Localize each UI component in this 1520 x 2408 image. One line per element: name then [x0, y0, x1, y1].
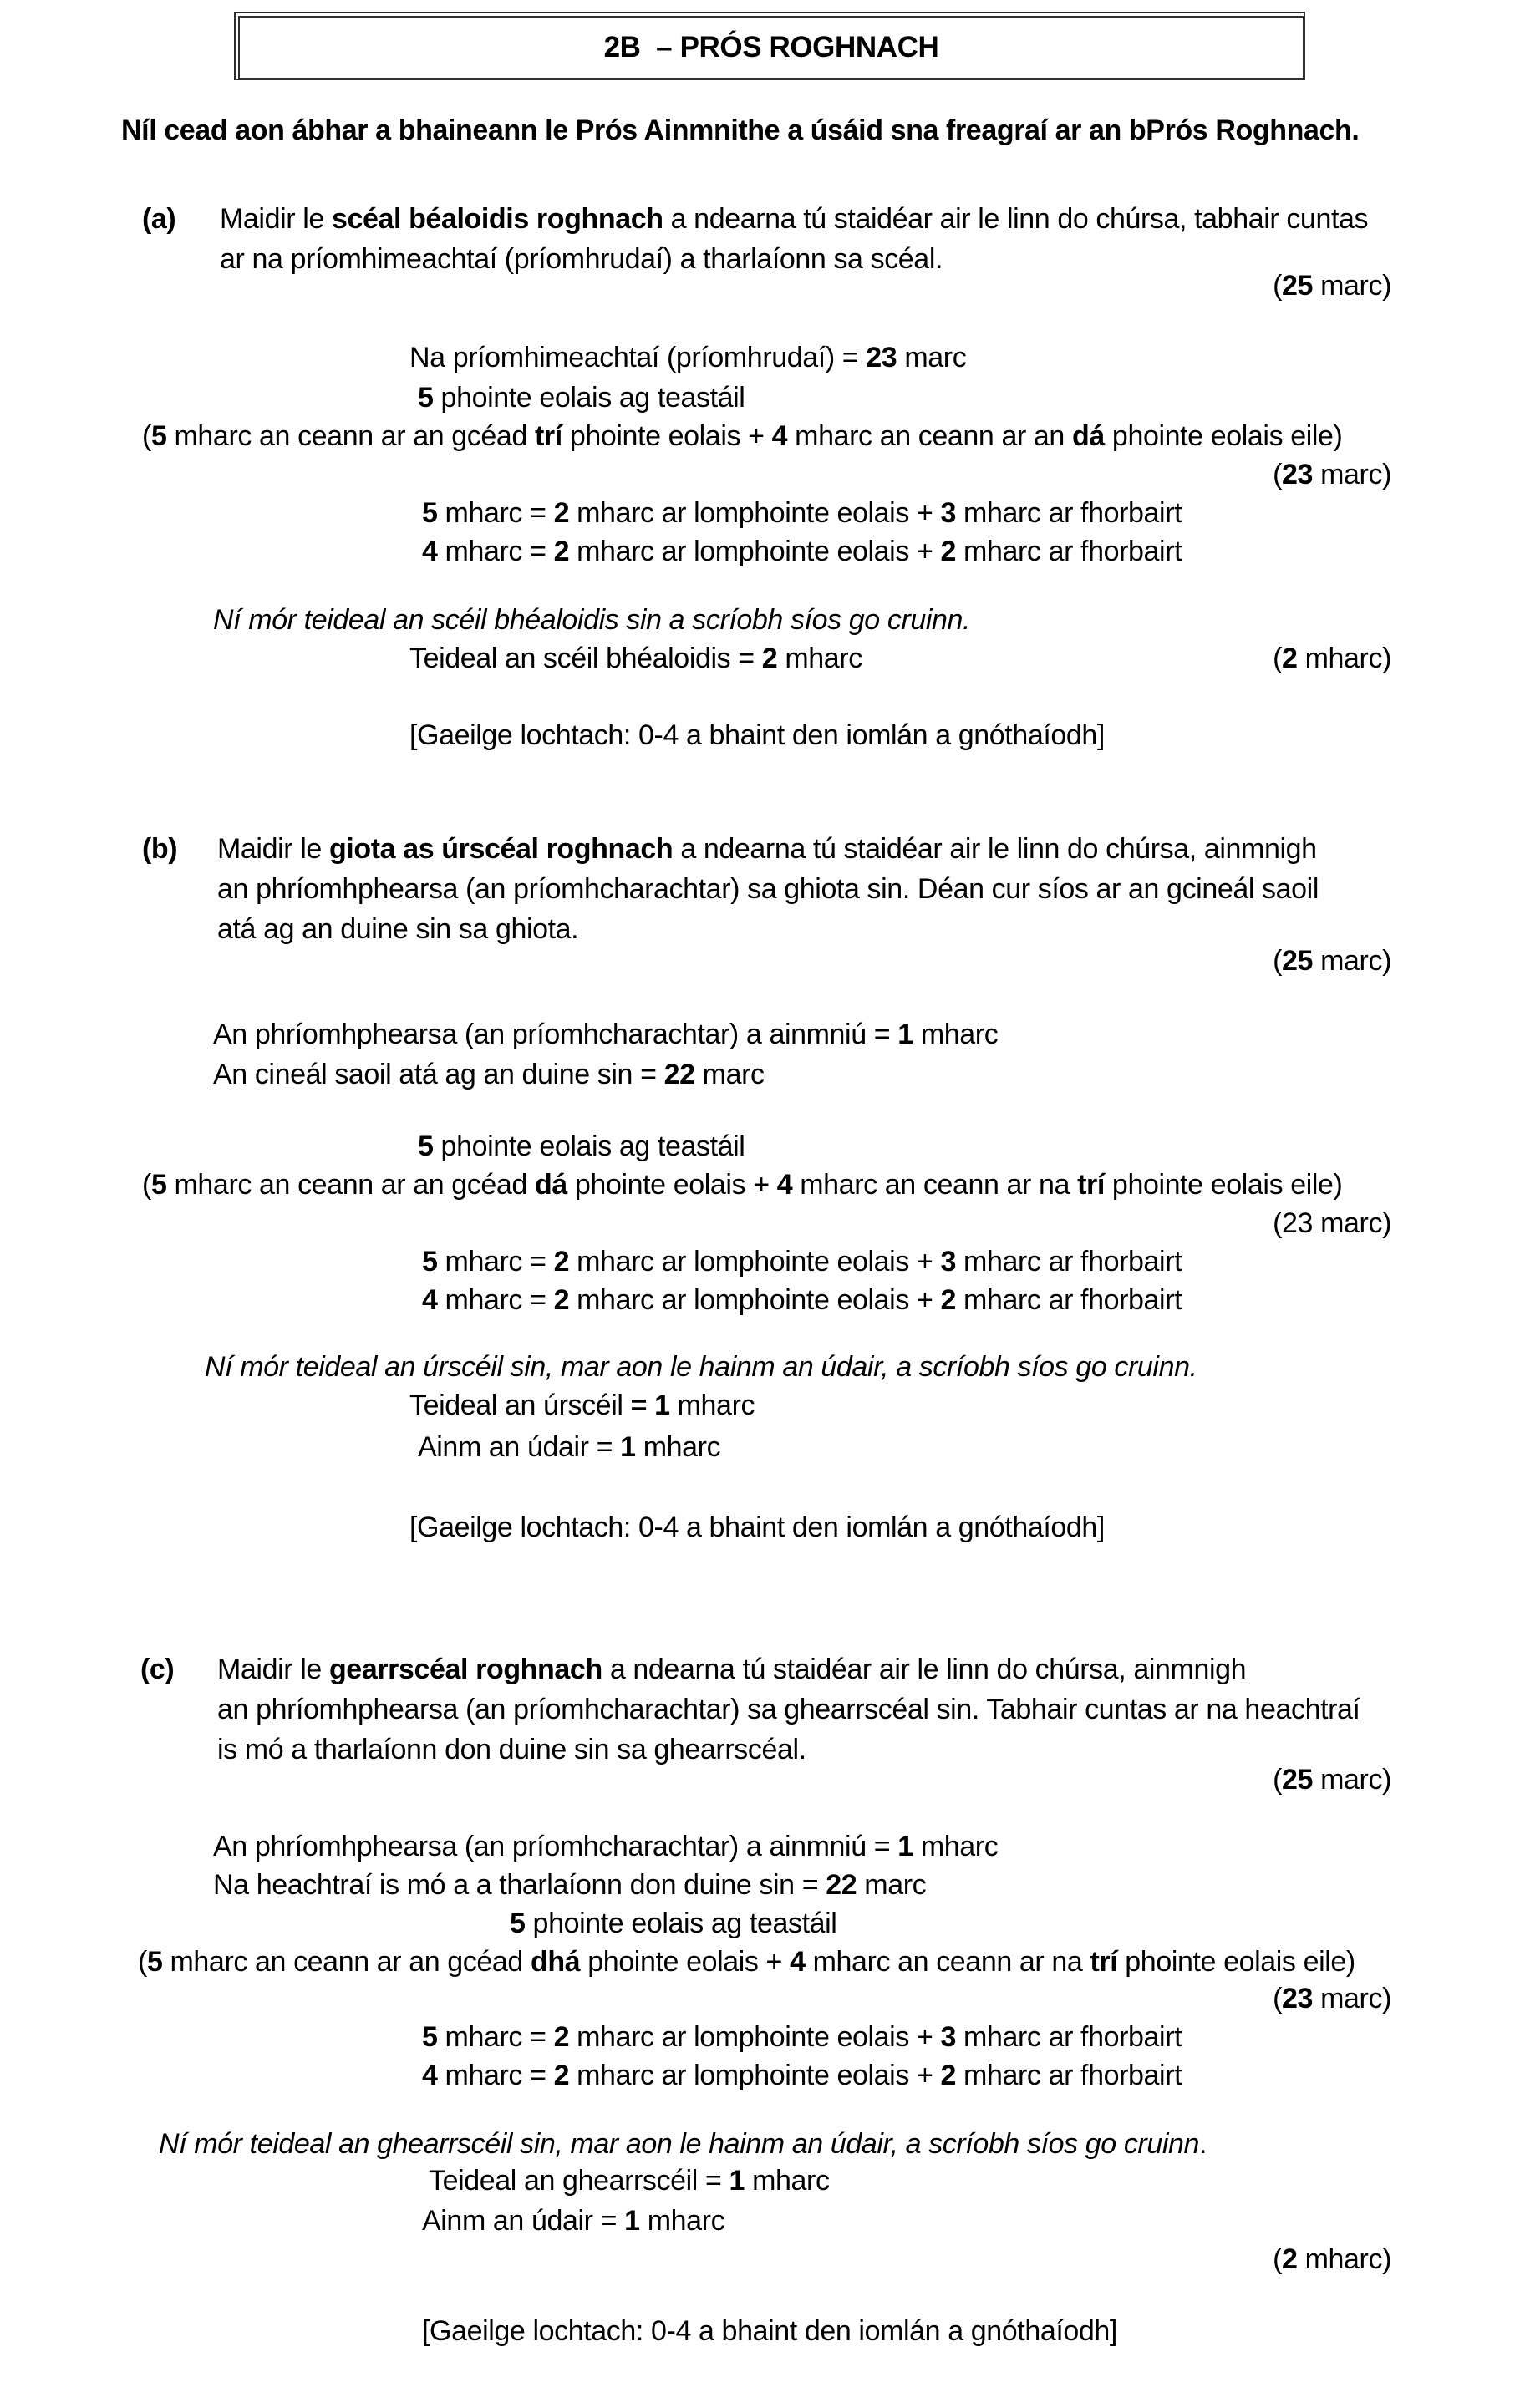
section-a-points-breakdown: (5 mharc an ceann ar an gcéad trí phointe eolais + 4 mharc an ceann ar an dá phointe eolais eile) [142, 420, 1343, 452]
section-b-points-breakdown: (5 mharc an ceann ar an gcéad dá phointe eolais + 4 mharc an ceann ar na trí phointe eolais eile) [142, 1169, 1343, 1201]
section-b-label: (b) [142, 833, 178, 865]
section-c-mark4-rule: 4 mharc = 2 mharc ar lomphointe eolais + 2 mharc ar fhorbairt [422, 2060, 1182, 2091]
section-a-title-note: Ní mór teideal an scéil bhéaloidis sin a scríobh síos go cruinn. [213, 604, 971, 636]
section-title-box [234, 12, 1305, 80]
section-b-prompt-line-2: an phríomhphearsa (an príomhcharachtar) sa ghiota sin. Déan cur síos ar an gcineál saoil [217, 873, 1319, 905]
section-b-marks-23: (23 marc) [1273, 1207, 1391, 1239]
section-a-label: (a) [142, 203, 176, 235]
section-b-mark4-rule: 4 mharc = 2 mharc ar lomphointe eolais + 2 mharc ar fhorbairt [422, 1284, 1182, 1316]
section-b-life-mark: An cineál saoil atá ag an duine sin = 22 marc [213, 1059, 765, 1090]
section-b-gaeilge-note: [Gaeilge lochtach: 0-4 a bhaint den iomlán a gnóthaíodh] [409, 1511, 1105, 1543]
section-c-title-mark: Teideal an ghearrscéil = 1 mharc [429, 2165, 830, 2197]
section-c-events-mark: Na heachtraí is mó a a tharlaíonn don duine sin = 22 marc [213, 1869, 927, 1901]
section-c-title-note: Ní mór teideal an ghearrscéil sin, mar aon le hainm an údair, a scríobh síos go cruinn. [159, 2128, 1207, 2160]
section-a-marks-23: (23 marc) [1273, 459, 1391, 490]
section-b-mark5-rule: 5 mharc = 2 mharc ar lomphointe eolais + 3 mharc ar fhorbairt [422, 1246, 1182, 1278]
section-a-events-line: Na príomhimeachtaí (príomhrudaí) = 23 marc [409, 342, 967, 373]
section-c-mark5-rule: 5 mharc = 2 mharc ar lomphointe eolais + 3 mharc ar fhorbairt [422, 2021, 1182, 2053]
section-a-prompt-line-2: ar na príomhimeachtaí (príomhrudaí) a tharlaíonn sa scéal. [220, 243, 943, 275]
section-c-marks-2: (2 mharc) [1273, 2243, 1391, 2275]
section-c-points-breakdown: (5 mharc an ceann ar an gcéad dhá phointe eolais + 4 mharc an ceann ar na trí phointe eolais eile) [138, 1946, 1355, 1978]
section-b-prompt-line-3: atá ag an duine sin sa ghiota. [217, 913, 579, 945]
section-c-prompt-line-1: Maidir le gearrscéal roghnach a ndearna tú staidéar air le linn do chúrsa, ainmnigh [217, 1654, 1247, 1685]
section-a-total-marks: (25 marc) [1273, 270, 1391, 302]
section-title-box-inner [238, 16, 1304, 79]
section-b-total-marks: (25 marc) [1273, 945, 1391, 977]
section-c-prompt-line-2: an phríomhphearsa (an príomhcharachtar) sa ghearrscéal sin. Tabhair cuntas ar na heachtraí [217, 1694, 1360, 1725]
section-b-title-note: Ní mór teideal an úrscéil sin, mar aon le hainm an údair, a scríobh síos go cruinn. [205, 1351, 1197, 1383]
page-title: 2B – PRÓS ROGHNACH [603, 31, 939, 64]
section-c-prompt-line-3: is mó a tharlaíonn don duine sin sa ghearrscéal. [217, 1734, 806, 1765]
section-a-mark4-rule: 4 mharc = 2 mharc ar lomphointe eolais + 2 mharc ar fhorbairt [422, 536, 1182, 567]
section-c-name-mark: An phríomhphearsa (an príomhcharachtar) a ainmniú = 1 mharc [213, 1831, 999, 1862]
section-b-author-mark: Ainm an údair = 1 mharc [418, 1431, 721, 1463]
section-b-title-mark: Teideal an úrscéil = 1 mharc [409, 1389, 755, 1421]
section-a-gaeilge-note: [Gaeilge lochtach: 0-4 a bhaint den iomlán a gnóthaíodh] [409, 719, 1105, 751]
section-c-total-marks: (25 marc) [1273, 1764, 1391, 1796]
section-a-title-mark: Teideal an scéil bhéaloidis = 2 mharc [409, 643, 862, 674]
section-c-gaeilge-note: [Gaeilge lochtach: 0-4 a bhaint den iomlán a gnóthaíodh] [422, 2315, 1117, 2347]
section-c-points-needed: 5 phointe eolais ag teastáil [510, 1908, 837, 1939]
section-b-points-needed: 5 phointe eolais ag teastáil [418, 1130, 745, 1162]
notice-line: Níl cead aon ábhar a bhaineann le Prós Ainmnithe a úsáid sna freagraí ar an bPrós Roghnach. [121, 114, 1360, 146]
section-a-marks-2: (2 mharc) [1273, 643, 1391, 674]
section-c-marks-23: (23 marc) [1273, 1983, 1391, 2014]
section-a-mark5-rule: 5 mharc = 2 mharc ar lomphointe eolais + 3 mharc ar fhorbairt [422, 497, 1182, 529]
section-c-label: (c) [140, 1654, 175, 1685]
section-a-prompt-line-1: Maidir le scéal béaloidis roghnach a ndearna tú staidéar air le linn do chúrsa, tabhair cuntas [220, 203, 1369, 235]
section-b-prompt-line-1: Maidir le giota as úrscéal roghnach a ndearna tú staidéar air le linn do chúrsa, ainmnigh [217, 833, 1317, 865]
section-a-points-needed: 5 phointe eolais ag teastáil [418, 382, 745, 414]
section-b-name-mark: An phríomhphearsa (an príomhcharachtar) a ainmniú = 1 mharc [213, 1019, 999, 1050]
section-c-author-mark: Ainm an údair = 1 mharc [422, 2205, 725, 2237]
